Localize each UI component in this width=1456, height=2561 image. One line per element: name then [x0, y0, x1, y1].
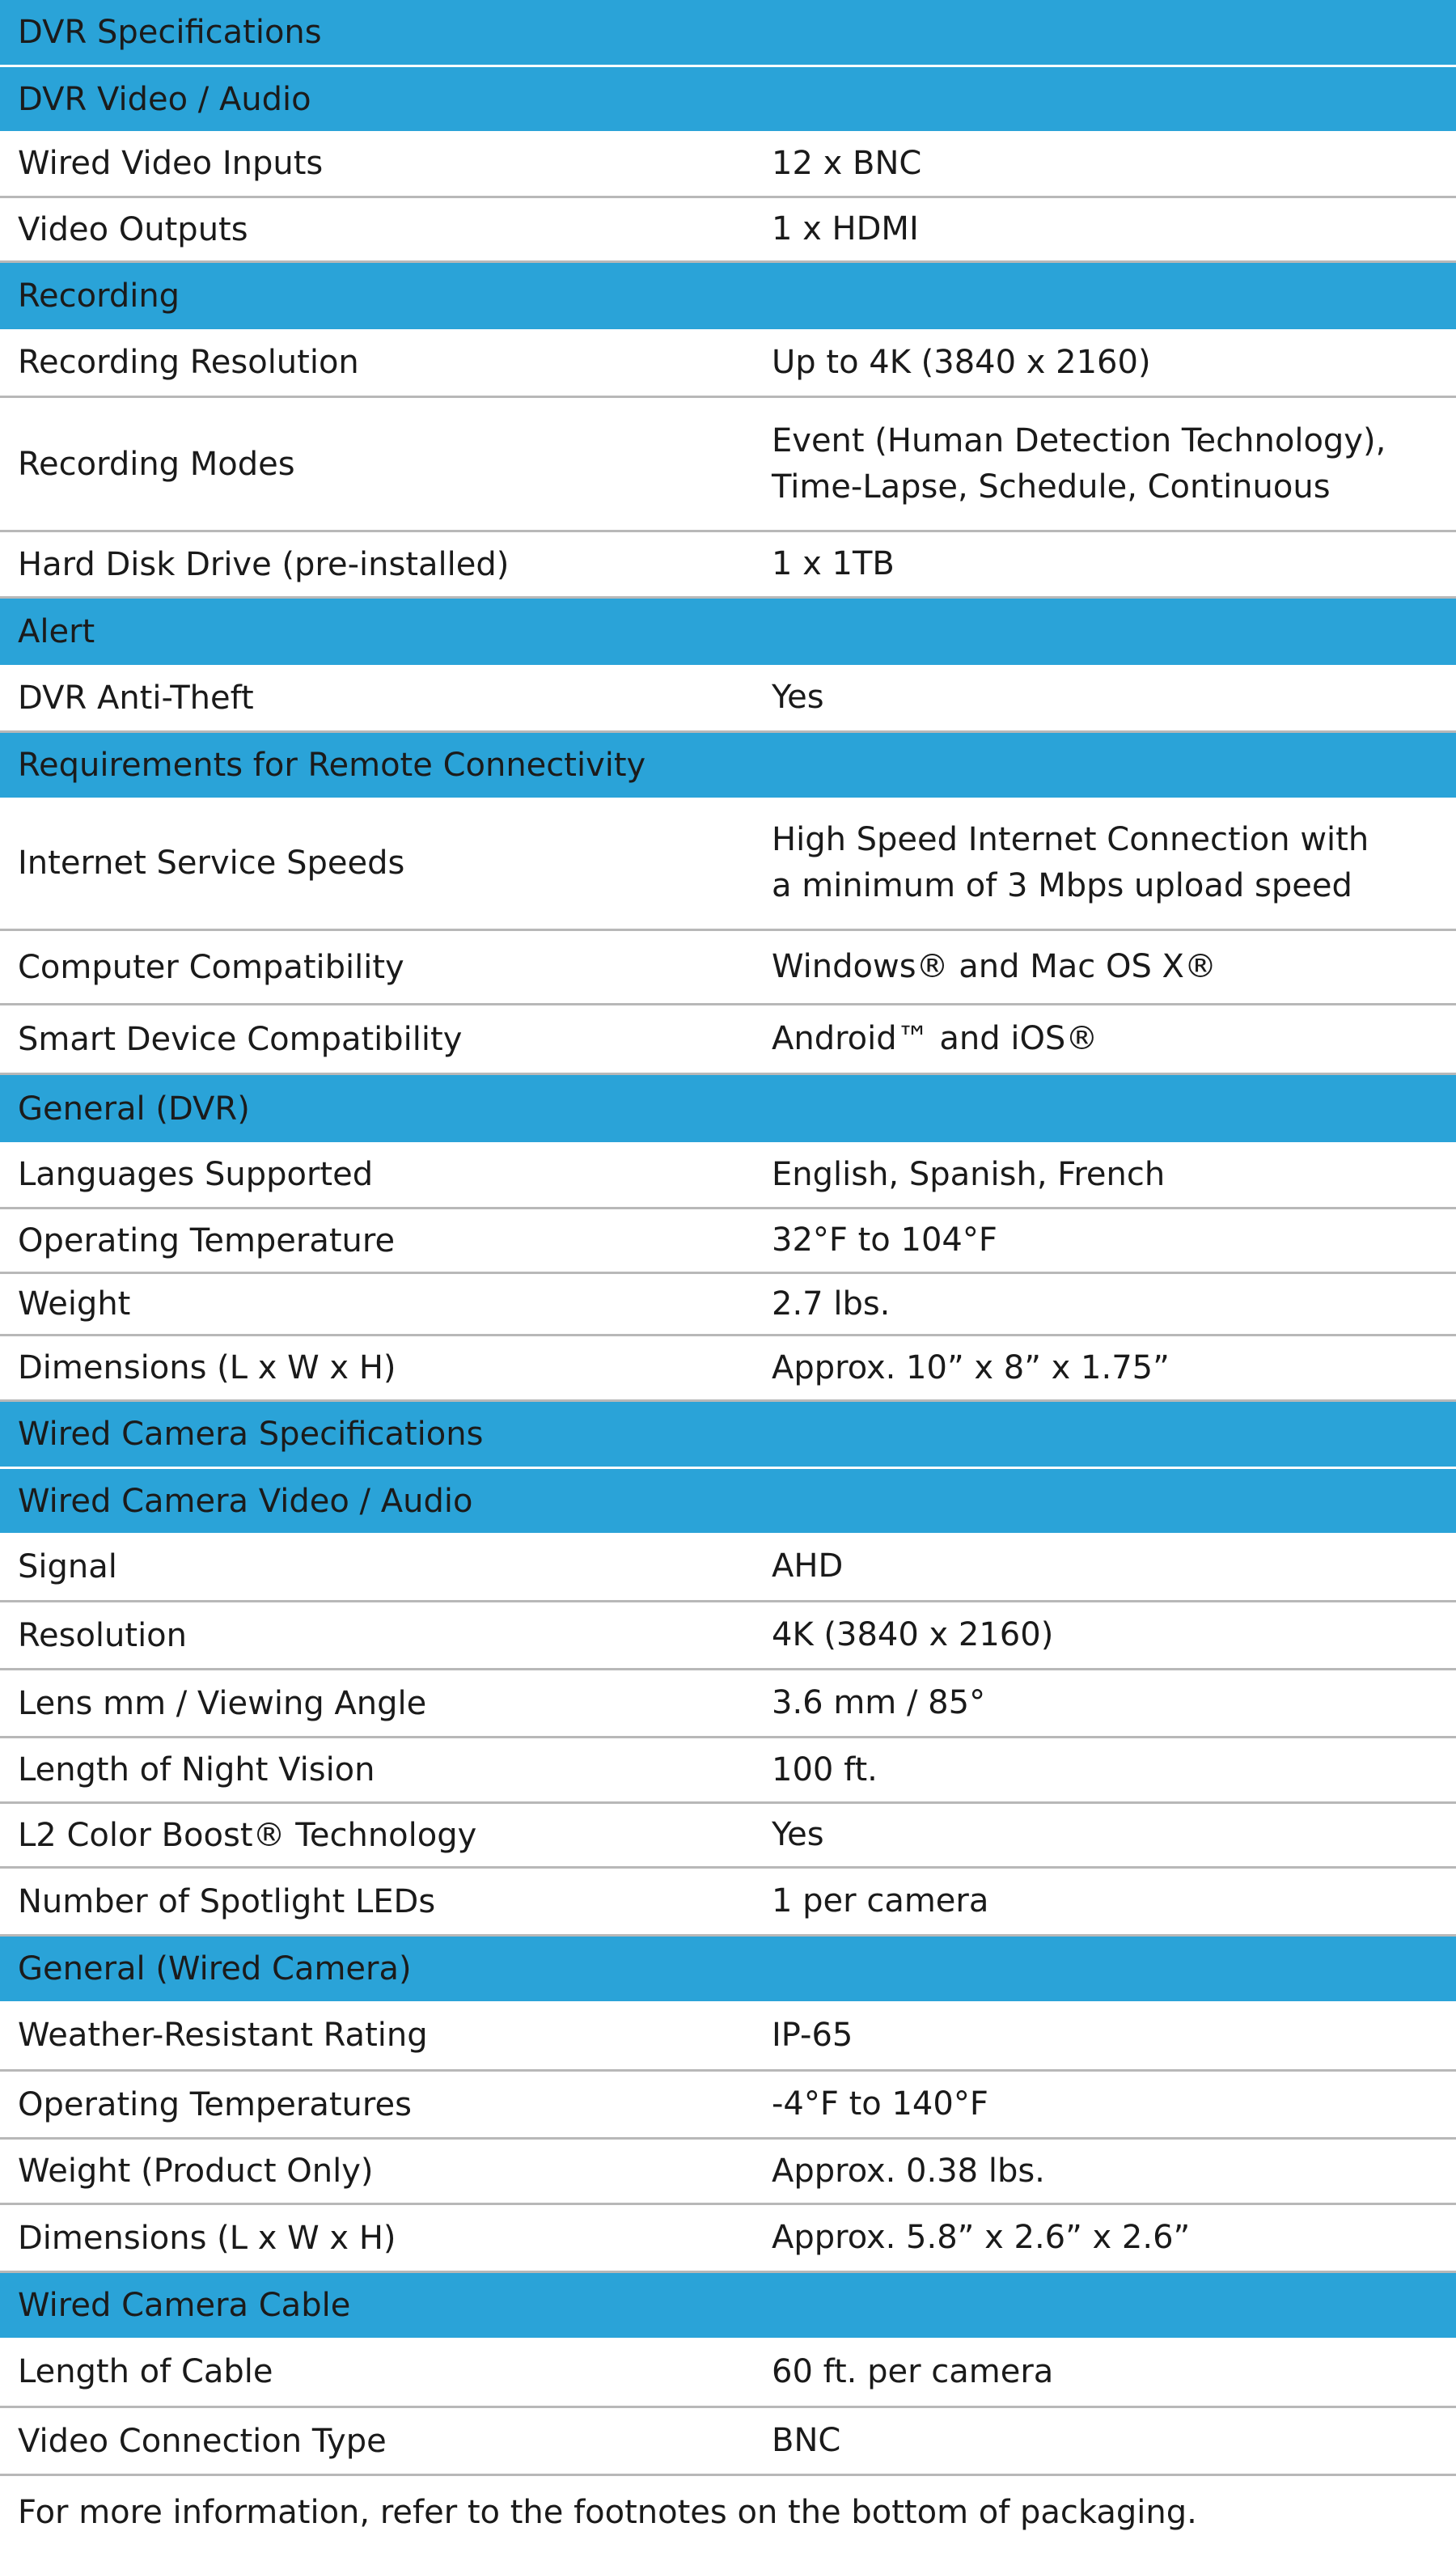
- section-header: [0, 65, 1456, 131]
- section-header: [0, 263, 1456, 329]
- spec-row: [0, 2338, 1456, 2408]
- spec-row: [0, 2408, 1456, 2476]
- spec-row: [0, 1336, 1456, 1402]
- section-header-label: Requirements for Remote Connectivity: [18, 747, 646, 784]
- spec-label: Operating Temperature: [18, 1221, 396, 1259]
- footnote: [0, 2476, 1456, 2549]
- section-header-label: Wired Camera Specifications: [18, 1416, 484, 1453]
- spec-label: Wired Video Inputs: [18, 145, 324, 182]
- section-header-label: DVR Specifications: [18, 14, 322, 51]
- section-header-label: General (DVR): [18, 1090, 250, 1128]
- spec-label: Lens mm / Viewing Angle: [18, 1684, 427, 1722]
- spec-row: [0, 665, 1456, 733]
- spec-row: [0, 2072, 1456, 2140]
- spec-row: [0, 329, 1456, 398]
- spec-value: 1 x HDMI: [772, 210, 919, 248]
- spec-row: [0, 1602, 1456, 1670]
- spec-value: Approx. 5.8” x 2.6” x 2.6”: [772, 2219, 1191, 2256]
- spec-value: English, Spanish, French: [772, 1155, 1166, 1193]
- spec-label: Weight: [18, 1285, 131, 1323]
- section-header-label: Recording: [18, 277, 180, 315]
- spec-label: Smart Device Compatibility: [18, 1020, 463, 1058]
- spec-label: Video Connection Type: [18, 2422, 387, 2460]
- section-header: [0, 1075, 1456, 1142]
- spec-value: 2.7 lbs.: [772, 1285, 891, 1323]
- spec-row: [0, 798, 1456, 931]
- spec-value: Approx. 10” x 8” x 1.75”: [772, 1348, 1170, 1386]
- section-header-label: General (Wired Camera): [18, 1950, 412, 1987]
- spec-row: [0, 131, 1456, 198]
- spec-label: Dimensions (L x W x H): [18, 1349, 396, 1386]
- spec-label: Video Outputs: [18, 210, 248, 248]
- spec-row: [0, 931, 1456, 1005]
- spec-label: Signal: [18, 1547, 117, 1585]
- spec-value: 3.6 mm / 85°: [772, 1684, 986, 1721]
- section-header: [0, 0, 1456, 65]
- section-header-label: DVR Video / Audio: [18, 80, 311, 118]
- spec-label: Weight (Product Only): [18, 2153, 374, 2190]
- section-header-label: Wired Camera Video / Audio: [18, 1482, 473, 1520]
- section-header-label: Alert: [18, 613, 95, 650]
- spec-row: [0, 1209, 1456, 1274]
- spec-row: [0, 1738, 1456, 1804]
- spec-value: High Speed Internet Connection with a minimum of 3 Mbps upload speed: [772, 821, 1369, 904]
- spec-value: 4K (3840 x 2160): [772, 1616, 1054, 1653]
- spec-row: [0, 1533, 1456, 1602]
- spec-value: 12 x BNC: [772, 144, 922, 182]
- spec-value: IP-65: [772, 2016, 853, 2054]
- spec-value: 1 x 1TB: [772, 545, 895, 582]
- section-header: [0, 1937, 1456, 2001]
- spec-label: Number of Spotlight LEDs: [18, 1882, 436, 1920]
- spec-row: [0, 1869, 1456, 1937]
- section-header: [0, 1402, 1456, 1467]
- spec-label: Dimensions (L x W x H): [18, 2219, 396, 2257]
- spec-label: Internet Service Speeds: [18, 844, 405, 882]
- spec-row: [0, 1670, 1456, 1738]
- spec-row: [0, 532, 1456, 599]
- section-header: [0, 733, 1456, 798]
- section-header: [0, 2273, 1456, 2338]
- spec-row: [0, 2205, 1456, 2273]
- spec-row: [0, 198, 1456, 263]
- spec-value: AHD: [772, 1547, 844, 1585]
- spec-row: [0, 1804, 1456, 1869]
- section-header: [0, 1467, 1456, 1533]
- spec-row: [0, 1274, 1456, 1336]
- spec-value: Yes: [772, 1816, 824, 1853]
- spec-row: [0, 2001, 1456, 2072]
- spec-label: Length of Cable: [18, 2353, 273, 2390]
- spec-value: Android™ and iOS®: [772, 1020, 1098, 1057]
- spec-label: Recording Modes: [18, 445, 295, 483]
- section-header: [0, 599, 1456, 665]
- spec-value: Windows® and Mac OS X®: [772, 948, 1217, 985]
- footnote-text: For more information, refer to the footnotes on the bottom of packaging.: [18, 2494, 1197, 2531]
- spec-row: [0, 398, 1456, 532]
- spec-label: Languages Supported: [18, 1156, 374, 1193]
- spec-value: -4°F to 140°F: [772, 2085, 988, 2123]
- spec-value: Event (Human Detection Technology), Time-Lapse, Schedule, Continuous: [772, 421, 1386, 506]
- spec-label: Resolution: [18, 1616, 188, 1654]
- spec-value: Approx. 0.38 lbs.: [772, 2152, 1045, 2190]
- spec-row: [0, 1005, 1456, 1075]
- spec-value: 1 per camera: [772, 1882, 989, 1920]
- spec-value: 60 ft. per camera: [772, 2352, 1054, 2390]
- spec-row: [0, 1142, 1456, 1209]
- section-header-label: Wired Camera Cable: [18, 2287, 351, 2324]
- spec-label: Weather-Resistant Rating: [18, 2017, 428, 2054]
- spec-label: Recording Resolution: [18, 344, 359, 381]
- spec-label: Length of Night Vision: [18, 1751, 375, 1788]
- spec-label: Hard Disk Drive (pre-installed): [18, 545, 510, 583]
- spec-label: DVR Anti-Theft: [18, 679, 254, 717]
- spec-value: BNC: [772, 2422, 841, 2459]
- spec-label: Computer Compatibility: [18, 948, 404, 986]
- spec-label: Operating Temperatures: [18, 2085, 412, 2123]
- spec-row: [0, 2140, 1456, 2205]
- spec-value: Up to 4K (3840 x 2160): [772, 343, 1151, 381]
- spec-value: 100 ft.: [772, 1750, 878, 1788]
- spec-label: L2 Color Boost® Technology: [18, 1816, 477, 1854]
- spec-value: 32°F to 104°F: [772, 1221, 997, 1259]
- spec-value: Yes: [772, 679, 824, 716]
